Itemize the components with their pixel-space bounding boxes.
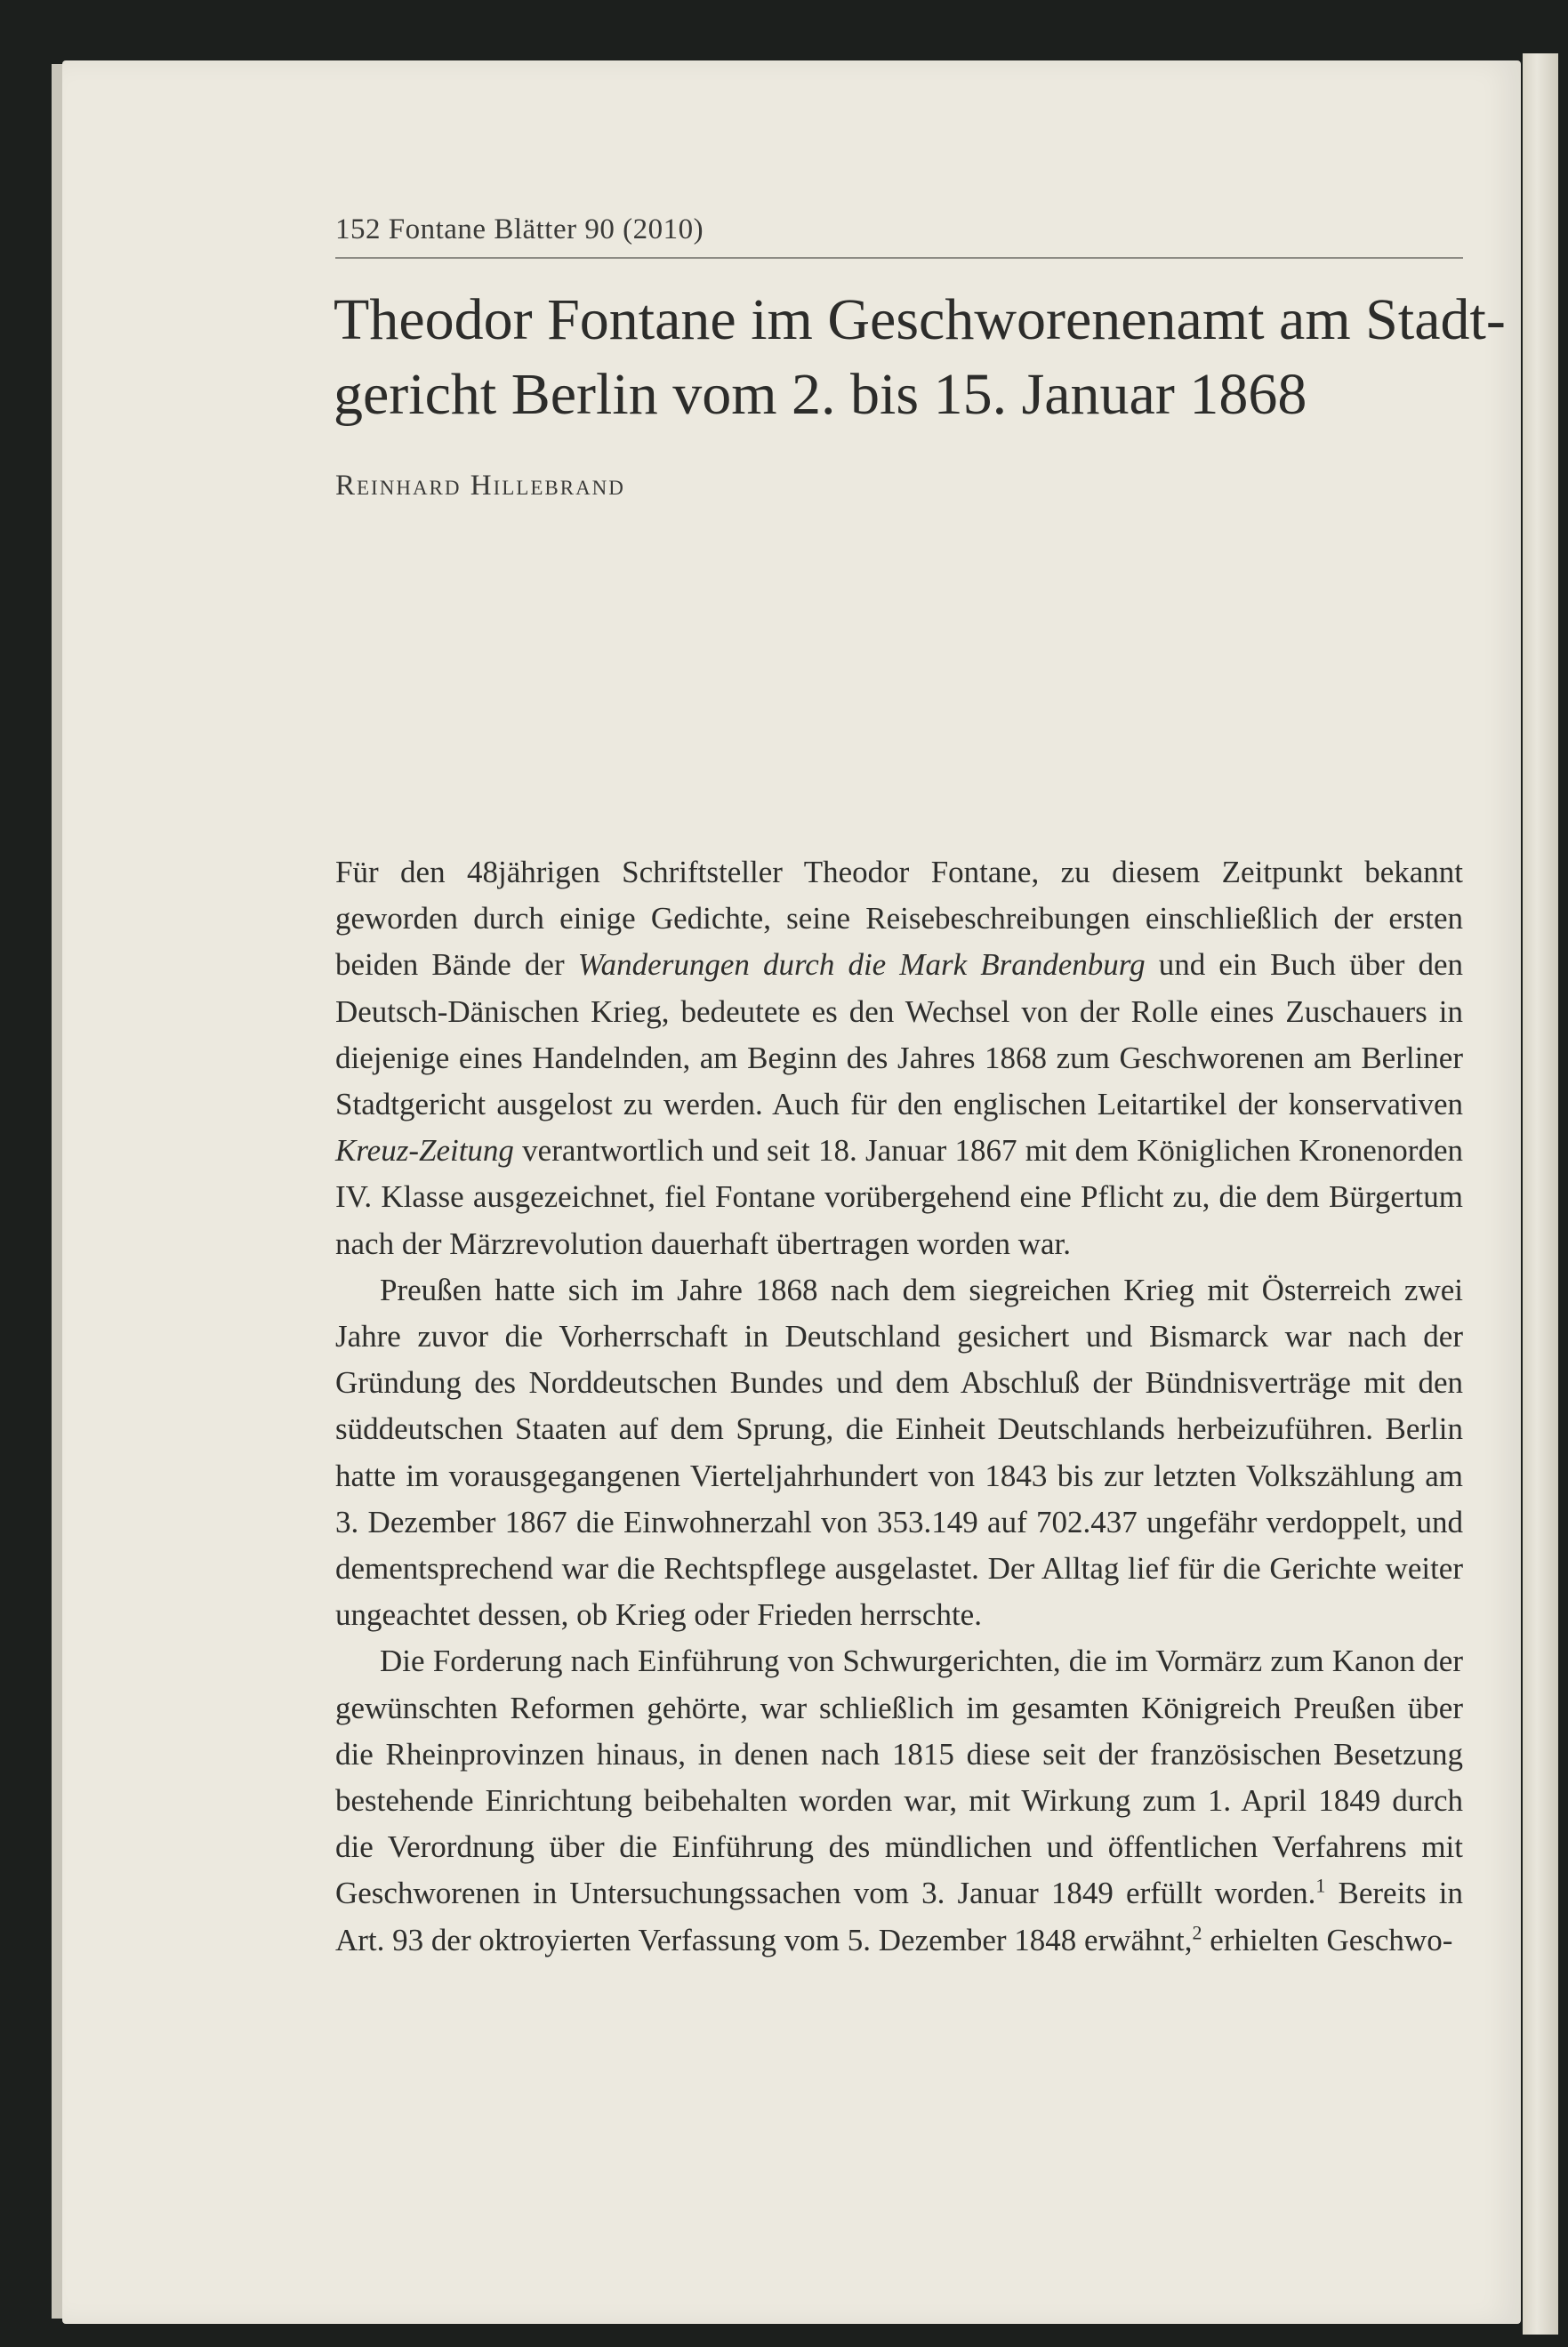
paragraph-2: Preußen hatte sich im Jahre 1868 nach dem siegreichen Krieg mit Österreich zwei Jahre zuvor die Vorherrschaft in Deutschland gesichert und Bismarck war nach der Gründung des Norddeutschen Bundes und dem Abschluß der Bündnisverträge mit den süddeutschen Staaten auf dem Sprung, die Einheit Deutschlands herbeizuführen. Berlin hatte im vorausgegangenen Vierteljahrhundert von 1843 bis zur letzten Volkszählung am 3. Dezember 1867 die Einwohnerzahl von 353.149 auf 702.437 ungefähr verdoppelt, und dementsprechend war die Rechtspflege ausgelastet. Der Alltag lief für die Gerichte weiter ungeachtet dessen, ob Krieg oder Frieden herrschte. <box>335 1272 1463 1633</box>
header-rule <box>335 257 1463 259</box>
footnote-ref-1[interactable]: 1 <box>1315 1874 1326 1897</box>
page-stack-edge-right <box>1523 53 1558 2335</box>
paragraph-3: Die Forderung nach Einführung von Schwurgerichten, die im Vormärz zum Kanon der gewünschten Reformen gehörte, war schließlich im gesamten Königreich Preußen über die Rheinprovinzen hinaus, in denen nach 1815 diese seit der französischen Besetzung bestehende Einrichtung beibehalten worden war, mit Wirkung zum 1. April 1849 durch die Verordnung über die Einführung des mündlichen und öffentlichen Verfahrens mit Geschworenen in Untersuchungssachen vom 3. Januar 1849 erfüllt worden.$^1$ Bereits in Art. 93 der oktroyierten Verfassung vom 5. Dezember 1848 erwähnt,$^2$ erhielten Geschwo- <box>335 1644 1463 1957</box>
italic-title-kreuz-zeitung: Kreuz-Zeitung <box>335 1133 514 1169</box>
title-line-1: Theodor Fontane im Geschworenenamt am Stadt- <box>334 287 1506 352</box>
italic-title-wanderungen: Wanderungen durch die Mark Brandenburg <box>577 947 1146 983</box>
footnote-ref-2[interactable]: 2 <box>1192 1921 1202 1944</box>
running-head: 152 Fontane Blätter 90 (2010) <box>335 213 704 245</box>
body-text <box>335 849 1463 1964</box>
paragraph-1: Für den 48jährigen Schriftsteller Theodor Fontane, zu diesem Zeitpunkt bekannt geworden durch einige Gedichte, seine Reisebeschreibungen einschließlich der ersten beiden Bände der Wanderungen durch die Mark Brandenburg und ein Buch über den Deutsch-Dänischen Krieg, bedeutete es den Wechsel von der Rolle eines Zuschauers in diejenige eines Handelnden, am Beginn des Jahres 1868 zum Geschworenen am Berliner Stadtgericht ausgelost zu werden. Auch für den englischen Leitartikel der konservativen Kreuz-Zeitung verantwortlich und seit 18. Januar 1867 mit dem Königlichen Kronenorden IV. Klasse ausgezeichnet, fiel Fontane vorübergehend eine Pflicht zu, die dem Bürgertum nach der Märzrevolution dauerhaft übertragen worden war. <box>335 855 1463 1261</box>
title-line-2: gericht Berlin vom 2. bis 15. Januar 1868 <box>334 362 1307 427</box>
author-name: Reinhard Hillebrand <box>335 470 625 502</box>
article-title <box>334 283 1506 432</box>
